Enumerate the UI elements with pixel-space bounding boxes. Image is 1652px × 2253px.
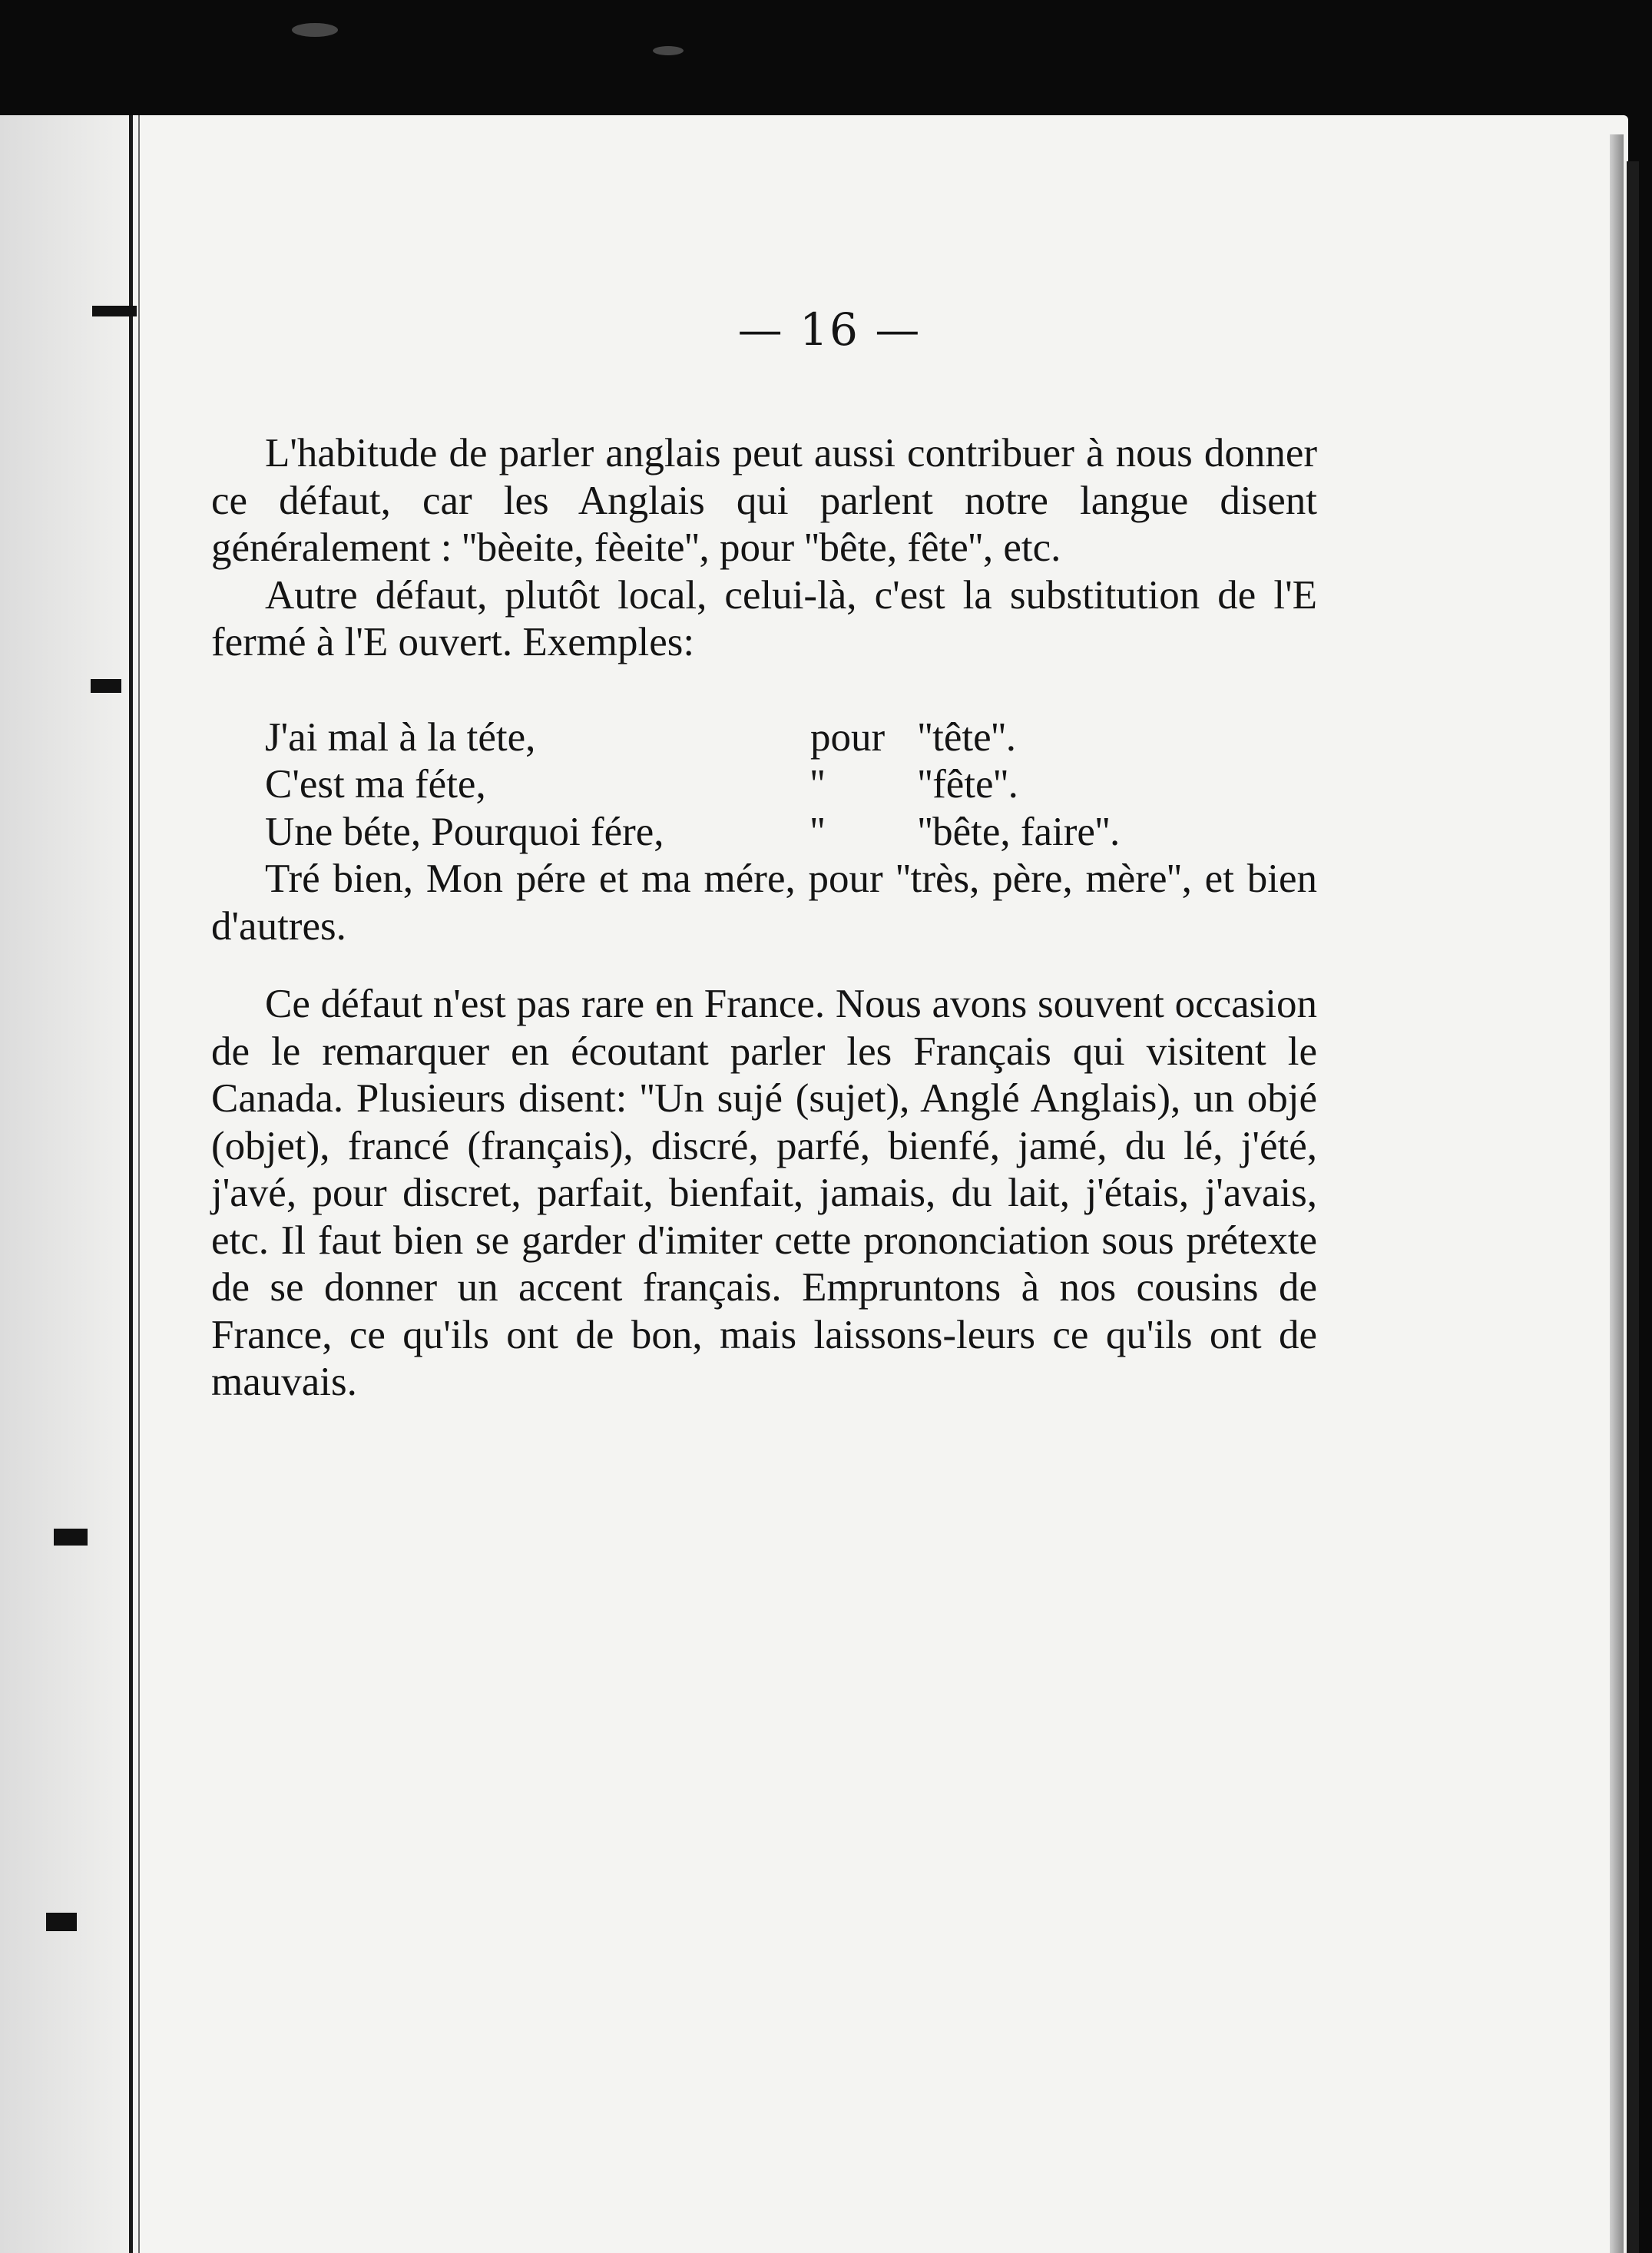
example-wrong: J'ai mal à la téte,: [265, 714, 536, 760]
example-marker: '': [810, 762, 826, 807]
scan-noise: [653, 46, 684, 55]
binding-gutter: [0, 115, 129, 2253]
examples-list: [211, 714, 1317, 856]
example-right: ''bête, faire''.: [918, 809, 1121, 854]
page-shadow: [1610, 134, 1624, 2253]
example-right: ''fête''.: [918, 762, 1018, 807]
example-right: ''tête''.: [918, 714, 1016, 760]
page-edge: [1627, 161, 1639, 2253]
binding-edge-inner: [138, 115, 140, 2253]
example-wrong: C'est ma féte,: [265, 762, 486, 807]
paragraph: Ce défaut n'est pas rare en France. Nous avons souvent occasion de le remarquer en écoutant parler les Français qui visitent le Canada. Plusieurs disent: ''Un sujé (sujet), Anglé Anglais), un objé (objet), francé (français), discré, parfé, bienfé, jamé, du lé, j'été, j'avé, pour discret, parfait, bienfait, jamais, du lait, j'étais, j'avais, etc. Il faut bien se garder d'imiter cette prononciation sous prétexte de se donner un accent français. Empruntons à nos cousins de France, ce qu'ils ont de bon, mais laissons-leurs ce qu'ils ont de mauvais.: [211, 982, 1317, 1404]
example-wrong: Une béte, Pourquoi fére,: [265, 809, 664, 854]
scan-noise: [292, 23, 338, 37]
binding-mark: [54, 1529, 88, 1546]
example-marker: '': [810, 809, 826, 854]
paragraph: Autre défaut, plutôt local, celui-là, c'est la substitution de l'E fermé à l'E ouvert. Exemples:: [211, 572, 1317, 664]
binding-mark: [92, 306, 137, 316]
binding-mark: [91, 679, 121, 693]
example-line: [211, 714, 1317, 762]
example-paragraph: Tré bien, Mon pére et ma mére, pour ''très, père, mère'', et bien d'autres.: [211, 856, 1317, 949]
page-body: [211, 430, 1317, 1406]
example-marker: pour: [810, 714, 886, 760]
binding-mark: [46, 1913, 77, 1931]
page-number: — 16 —: [737, 303, 922, 356]
example-line: [211, 809, 1317, 856]
binding-edge: [129, 115, 133, 2253]
example-line: [211, 761, 1317, 809]
paragraph: L'habitude de parler anglais peut aussi contribuer à nous donner ce défaut, car les Anglais qui parlent notre langue disent généralement : ''bèeite, fèeite'', pour ''bête, fête'', etc.: [211, 431, 1317, 570]
